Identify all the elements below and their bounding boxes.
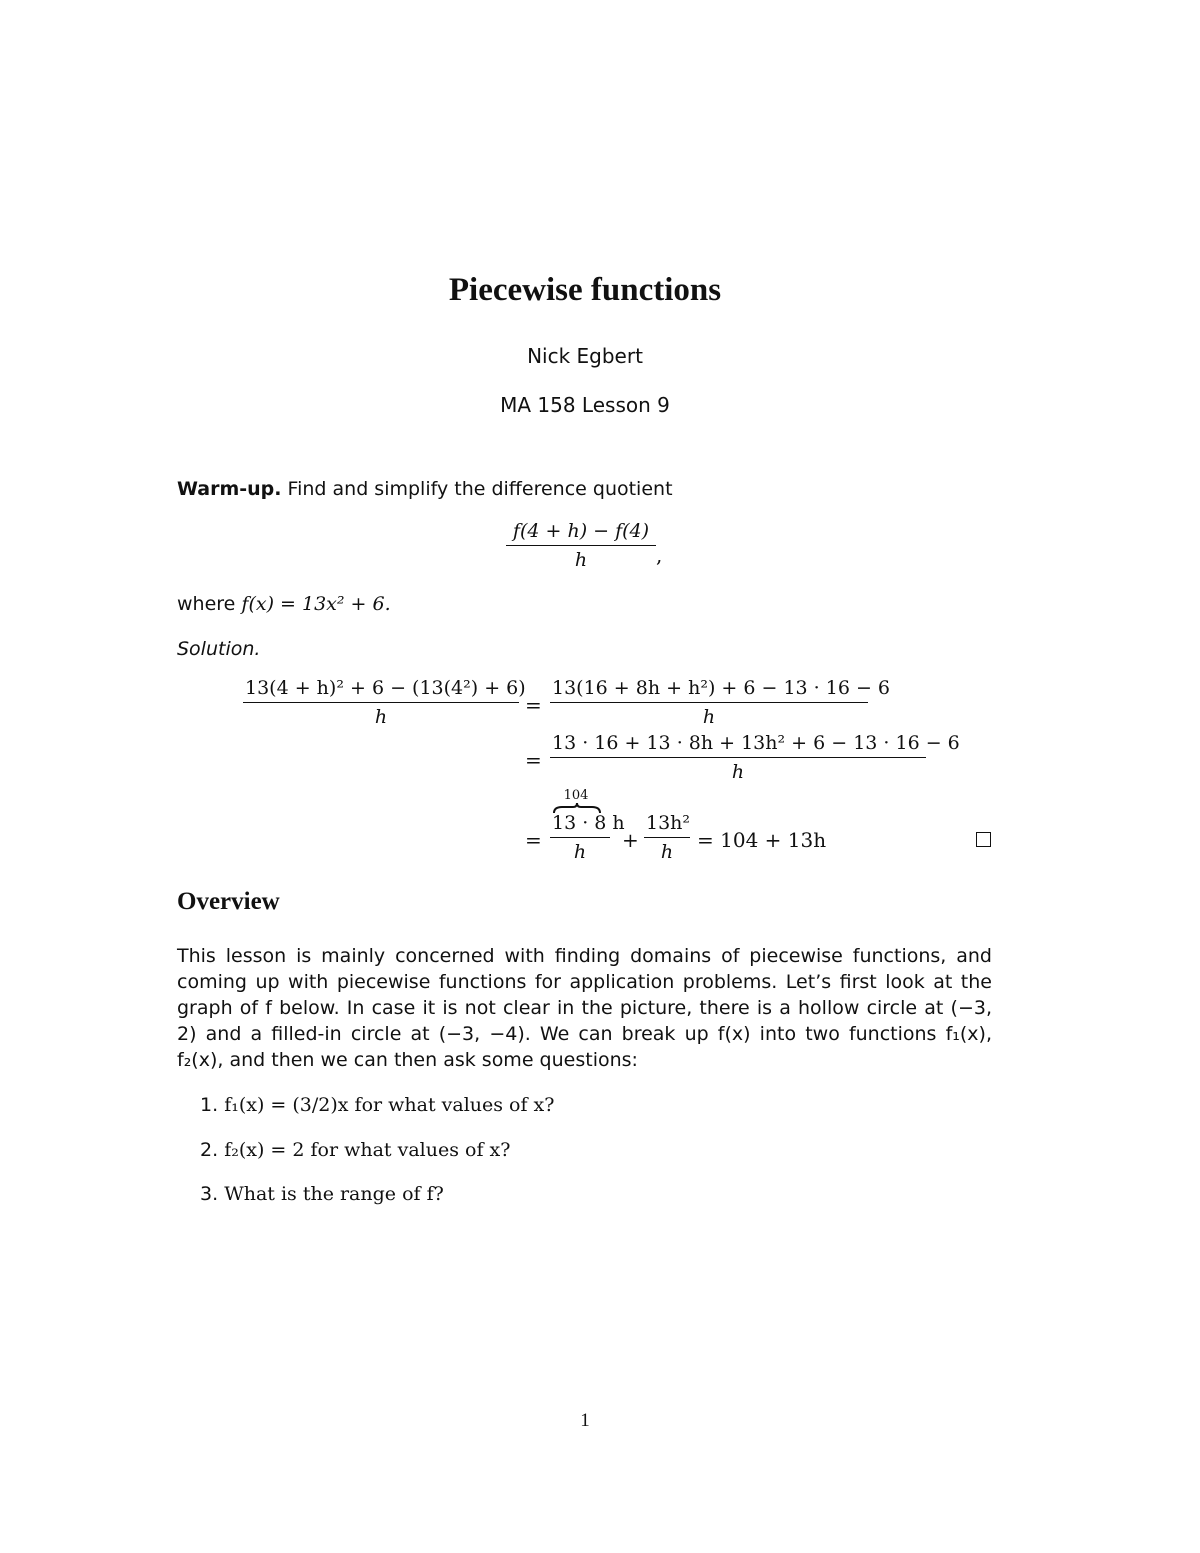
warmup-paragraph bbox=[177, 476, 992, 502]
solution-step4-term1 bbox=[550, 812, 625, 863]
warmup-label: Warm-up. bbox=[177, 478, 282, 500]
step1-numerator: 13(4 + h)² + 6 − (13(4²) + 6) bbox=[245, 677, 526, 699]
solution-step4-term2 bbox=[644, 812, 690, 863]
step1-denominator: h bbox=[374, 706, 388, 728]
step3-denominator: h bbox=[731, 761, 745, 783]
plus-sign: + bbox=[622, 828, 639, 852]
step2-numerator: 13(16 + 8h + h²) + 6 − 13 · 16 − 6 bbox=[552, 677, 891, 699]
equals-sign: = bbox=[525, 748, 542, 772]
quotient-denominator: h bbox=[574, 549, 588, 571]
list-item bbox=[200, 1094, 554, 1116]
step4-term2-denominator: h bbox=[660, 841, 674, 863]
where-line bbox=[177, 591, 992, 617]
step4-term2-numerator: 13h² bbox=[646, 812, 691, 834]
overbrace-label: 104 bbox=[563, 788, 589, 803]
list-item-number: 1. bbox=[200, 1094, 219, 1116]
quotient-comma: , bbox=[656, 543, 663, 567]
overview-heading: Overview bbox=[177, 888, 280, 915]
list-item-number: 3. bbox=[200, 1183, 219, 1205]
difference-quotient bbox=[506, 520, 656, 571]
page-title: Piecewise functions bbox=[448, 272, 722, 308]
page-number: 1 bbox=[580, 1410, 590, 1431]
solution-step3 bbox=[550, 732, 960, 783]
list-item bbox=[200, 1183, 444, 1205]
warmup-text: Find and simplify the difference quotient bbox=[287, 478, 673, 500]
course-label: MA 158 Lesson 9 bbox=[500, 393, 670, 417]
list-item-text: f₁(x) = (3/2)x for what values of x? bbox=[224, 1094, 555, 1116]
solution-label: Solution. bbox=[177, 638, 261, 660]
where-prefix: where bbox=[177, 593, 242, 615]
author-name: Nick Egbert bbox=[527, 344, 643, 368]
equals-sign: = bbox=[525, 828, 542, 852]
step3-numerator: 13 · 16 + 13 · 8h + 13h² + 6 − 13 · 16 − 6 bbox=[552, 732, 960, 754]
solution-step1 bbox=[243, 677, 526, 728]
quotient-numerator: f(4 + h) − f(4) bbox=[512, 520, 650, 542]
step2-denominator: h bbox=[702, 706, 716, 728]
overview-paragraph: This lesson is mainly concerned with finding domains of piecewise functions, and coming up with piecewise functions for application problems. Let’s first look at the graph of f below. In case it is not clear in the picture, there is a hollow circle at (−3, 2) and a filled-in circle at (−3, −4). We can break up f(x) into two functions f₁(x), f₂(x), and then we can then ask some questions: bbox=[177, 945, 992, 1071]
equals-sign: = bbox=[525, 693, 542, 717]
step4-result: = 104 + 13h bbox=[697, 828, 827, 852]
list-item-text: f₂(x) = 2 for what values of x? bbox=[224, 1139, 511, 1161]
list-item-text: What is the range of f? bbox=[224, 1183, 444, 1205]
step4-term1-denominator: h bbox=[573, 841, 587, 863]
where-expression: f(x) = 13x² + 6. bbox=[241, 593, 391, 615]
solution-step2 bbox=[550, 677, 891, 728]
list-item bbox=[200, 1139, 510, 1161]
step4-term1-numerator: 13 · 8 h bbox=[552, 812, 625, 834]
list-item-number: 2. bbox=[200, 1139, 219, 1161]
qed-box-icon bbox=[976, 832, 991, 847]
